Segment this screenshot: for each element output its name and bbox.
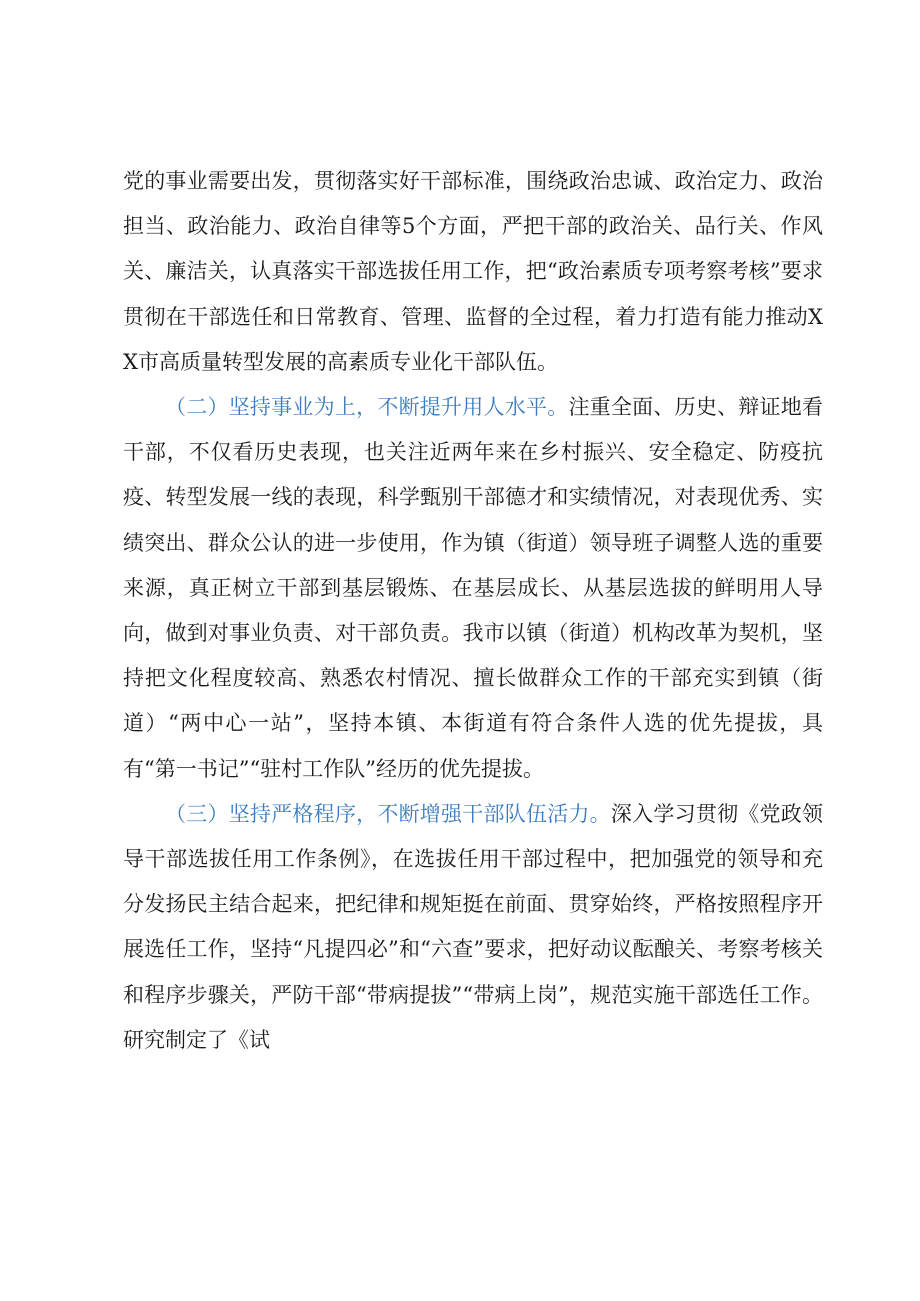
section-heading: （三）坚持严格程序，不断增强干部队伍活力。	[165, 801, 611, 826]
paragraph-section-3	[123, 792, 823, 1063]
paragraph-body: 党的事业需要出发，贯彻落实好干部标准，围绕政治忠诚、政治定力、政治担当、政治能力、政治自律等5个方面，严把干部的政治关、品行关、作风关、廉洁关，认真落实干部选拔任用工作，把“政治素质专项考察考核”要求贯彻在干部选任和日常教育、管理、监督的全过程，着力打造有能力推动XX市高质量转型发展的高素质专业化干部队伍。	[123, 169, 823, 374]
paragraph-continued	[123, 159, 823, 385]
paragraph-body: 注重全面、历史、辩证地看干部，不仅看历史表现，也关注近两年来在乡村振兴、安全稳定、防疫抗疫、转型发展一线的表现，科学甄别干部德才和实绩情况，对表现优秀、实绩突出、群众公认的进一步使用，作为镇（街道）领导班子调整人选的重要来源，真正树立干部到基层锻炼、在基层成长、从基层选拔的鲜明用人导向，做到对事业负责、对干部负责。我市以镇（街道）机构改革为契机，坚持把文化程度较高、熟悉农村情况、擅长做群众工作的干部充实到镇（街道）“两中心一站”，坚持本镇、本街道有符合条件人选的优先提拔，具有“第一书记”“驻村工作队”经历的优先提拔。	[123, 395, 824, 781]
document-body	[123, 159, 823, 1063]
paragraph-body: 深入学习贯彻《党政领导干部选拔任用工作条例》，在选拔任用干部过程中，把加强党的领导和充分发扬民主结合起来，把纪律和规矩挺在前面、贯穿始终，严格按照程序开展选任工作，坚持“凡提四必”和“六查”要求，把好动议酝酿关、考察考核关和程序步骤关，严防干部“带病提拔”“带病上岗”，规范实施干部选任工作。研究制定了《试	[123, 801, 824, 1052]
section-heading: （二）坚持事业为上，不断提升用人水平。	[165, 395, 569, 420]
paragraph-section-2	[123, 385, 823, 792]
